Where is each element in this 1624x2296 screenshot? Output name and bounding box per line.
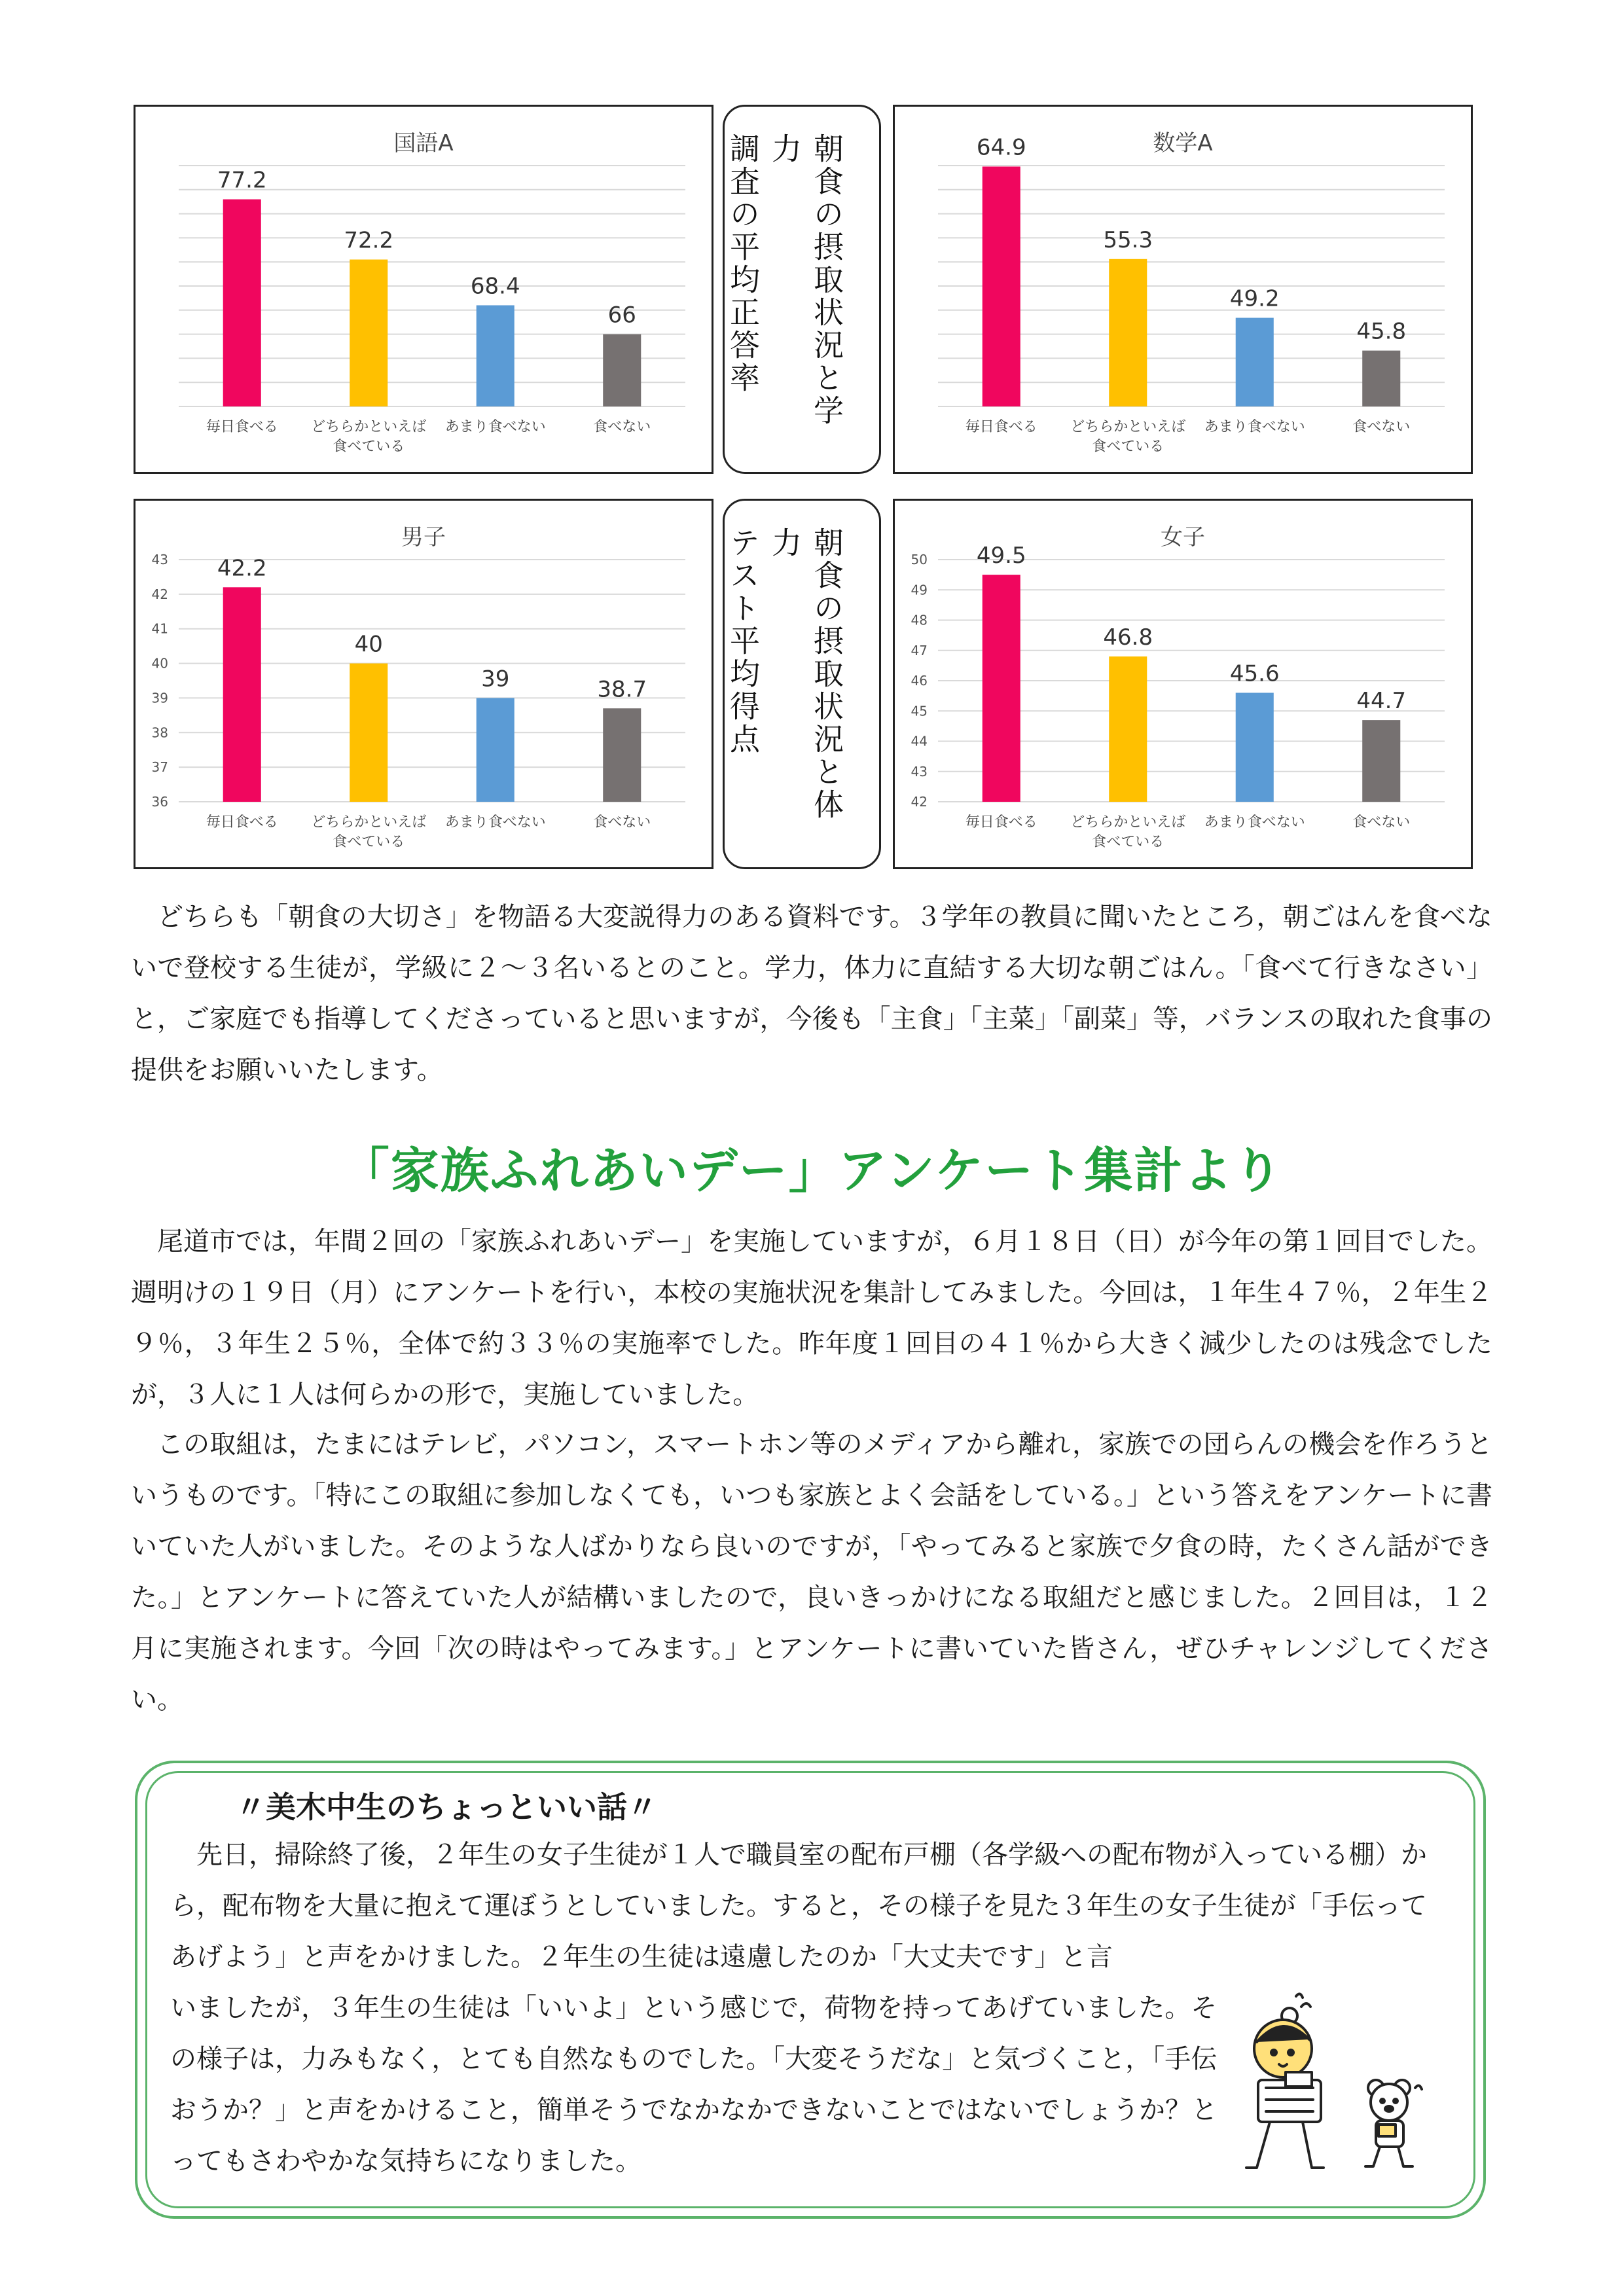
data-label: 38.7 — [597, 676, 647, 703]
category-label: あまり食べない — [1204, 419, 1305, 435]
chart-joshi-plot — [895, 501, 1471, 867]
y-tick-label: 43 — [151, 552, 168, 567]
category-label: 食べない — [593, 814, 651, 831]
story-title: 〃美木中生のちょっといい話〃 — [236, 1789, 657, 1825]
data-label: 42.2 — [217, 555, 267, 582]
data-label: 49.5 — [976, 543, 1026, 569]
bar — [983, 575, 1020, 802]
data-label: 39 — [481, 666, 510, 692]
category-label: 毎日食べる — [965, 419, 1038, 435]
category-label: 食べている — [1092, 439, 1164, 455]
y-tick-label: 41 — [151, 620, 168, 637]
category-label: 毎日食べる — [206, 814, 278, 831]
girl-and-bear-illustration — [1231, 1990, 1453, 2186]
data-label: 66 — [607, 302, 636, 329]
story-text-b: いましたが，３年生の生徒は「いいよ」という感じで，荷物を持ってあげていました。その様子は，力みもなく，とても自然なものでした。「大変そうだな」と気づくこと，「手伝おうか？」と声をかけること，簡単そうでなかなかできないことではないでしょうか？とってもさわやかな気持ちになりました。 — [170, 1993, 1218, 2176]
data-label: 64.9 — [976, 134, 1026, 161]
bar — [477, 698, 514, 802]
bar — [1109, 656, 1147, 802]
chart-title: 国語A — [393, 130, 454, 156]
data-label: 72.2 — [344, 227, 394, 254]
chart-danshi-plot — [135, 501, 712, 867]
bar — [477, 305, 514, 406]
y-tick-label: 38 — [151, 725, 168, 741]
y-tick-label: 48 — [911, 612, 928, 628]
side-label-bottom-text — [722, 527, 848, 848]
side-label-bottom-line1: 朝食の摂取状況と体力 — [767, 527, 844, 821]
y-tick-label: 39 — [151, 690, 168, 706]
y-tick-label: 50 — [911, 552, 928, 567]
bar — [603, 708, 641, 802]
y-tick-label: 42 — [151, 586, 168, 602]
side-label-top-line2: 調査の平均正答率 — [725, 133, 761, 395]
bar — [223, 200, 261, 406]
bar — [223, 587, 261, 802]
chart-sugaku — [893, 105, 1473, 474]
side-label-top — [723, 105, 881, 474]
girl-illustration — [1246, 1994, 1324, 2168]
category-label: あまり食べない — [444, 419, 546, 435]
data-label: 45.8 — [1356, 318, 1407, 345]
y-tick-label: 45 — [911, 703, 928, 719]
category-label: 食べない — [1352, 419, 1411, 435]
chart-joshi — [893, 499, 1473, 869]
chart-kokugo-plot — [135, 107, 712, 472]
bar — [1236, 318, 1274, 406]
data-label: 40 — [354, 631, 383, 658]
section-paragraph-2: この取組は，たまにはテレビ，パソコン，スマートホン等のメディアから離れ，家族での団らんの機会を作ろうというものです。「特にこの取組に参加しなくても，いつも家族とよく会話をしている。」という答えをアンケートに書いていた人がいました。そのような人ばかりなら良いのですが，「やってみると家族で夕食の時，たくさん話ができた。」とアンケートに答えていた人が結構いましたので，良いきっかけになる取組だと感じました。２回目は，１２月に実施されます。今回「次の時はやってみます。」とアンケートに書いていた皆さん，ぜひチャレンジしてください。 — [131, 1429, 1492, 1715]
y-tick-label: 49 — [911, 582, 928, 598]
category-label: 食べている — [333, 439, 405, 455]
y-tick-label: 42 — [911, 794, 928, 810]
category-label: 毎日食べる — [206, 419, 278, 435]
y-tick-label: 47 — [911, 642, 928, 658]
chart-sugaku-plot — [895, 107, 1471, 472]
bar — [1109, 259, 1147, 406]
chart-title: 女子 — [1161, 524, 1205, 550]
chart-danshi — [134, 499, 713, 869]
section-paragraph-1: 尾道市では，年間２回の「家族ふれあいデー」を実施していますが，６月１８日（日）が今年の第１回目でした。週明けの１９日（月）にアンケートを行い，本校の実施状況を集計してみました。今回は，１年生４７％，２年生２９％，３年生２５％，全体で約３３％の実施率でした。昨年度１回目の４１％から大きく減少したのは残念でしたが，３人に１人は何らかの形で，実施していました。 — [131, 1227, 1492, 1410]
y-tick-label: 36 — [151, 794, 168, 810]
side-label-bottom-line2: テスト平均得点 — [725, 527, 761, 756]
bar — [350, 260, 388, 406]
bar — [1236, 693, 1274, 802]
data-label: 68.4 — [470, 273, 520, 300]
category-label: あまり食べない — [444, 814, 546, 831]
category-label: 食べている — [333, 834, 405, 850]
side-label-top-line1: 朝食の摂取状況と学力 — [767, 133, 844, 427]
data-label: 45.6 — [1229, 660, 1280, 687]
category-label: どちらかといえば — [311, 419, 427, 435]
y-tick-label: 40 — [151, 655, 168, 672]
category-label: 食べない — [1352, 814, 1411, 831]
category-label: どちらかといえば — [1070, 419, 1186, 435]
chart-title: 男子 — [401, 524, 446, 550]
data-label: 49.2 — [1229, 285, 1280, 312]
bar — [983, 166, 1020, 406]
bar — [1362, 720, 1400, 802]
intro-paragraph: どちらも「朝食の大切さ」を物語る大変説得力のある資料です。３学年の教員に聞いたところ，朝ごはんを食べないで登校する生徒が，学級に２～３名いるとのこと。学力，体力に直結する大切な朝ごはん。「食べて行きなさい」と，ご家庭でも指導してくださっていると思いますが，今後も「主食」「主菜」「副菜」等，バランスの取れた食事の提供をお願いいたします。 — [131, 902, 1492, 1085]
story-text-a: 先日，掃除終了後，２年生の女子生徒が１人で職員室の配布戸棚（各学級への配布物が入っている棚）から，配布物を大量に抱えて運ぼうとしていました。すると，その様子を見た３年生の女子生徒が「手伝ってあげよう」と声をかけました。２年生の生徒は遠慮したのか「大丈夫です」と言 — [170, 1840, 1427, 1972]
chart-title: 数学A — [1153, 130, 1213, 156]
bar — [1362, 351, 1400, 406]
category-label: 毎日食べる — [965, 814, 1038, 831]
y-tick-label: 37 — [151, 759, 168, 776]
bar — [350, 664, 388, 802]
data-label: 44.7 — [1356, 688, 1407, 715]
data-label: 77.2 — [217, 167, 267, 194]
data-label: 55.3 — [1103, 226, 1153, 253]
y-tick-label: 46 — [911, 673, 928, 689]
category-label: 食べない — [593, 419, 651, 435]
category-label: あまり食べない — [1204, 814, 1305, 831]
chart-kokugo — [134, 105, 713, 474]
bar — [603, 334, 641, 406]
side-label-top-text — [722, 133, 848, 454]
section-heading: 「家族ふれあいデー」アンケート集計より — [340, 1143, 1284, 1199]
category-label: 食べている — [1092, 834, 1164, 850]
category-label: どちらかといえば — [311, 814, 427, 831]
y-tick-label: 44 — [911, 733, 928, 749]
side-label-bottom — [723, 499, 881, 869]
category-label: どちらかといえば — [1070, 814, 1186, 831]
bear-illustration — [1365, 2080, 1422, 2166]
y-tick-label: 43 — [911, 763, 928, 780]
data-label: 46.8 — [1103, 624, 1153, 651]
